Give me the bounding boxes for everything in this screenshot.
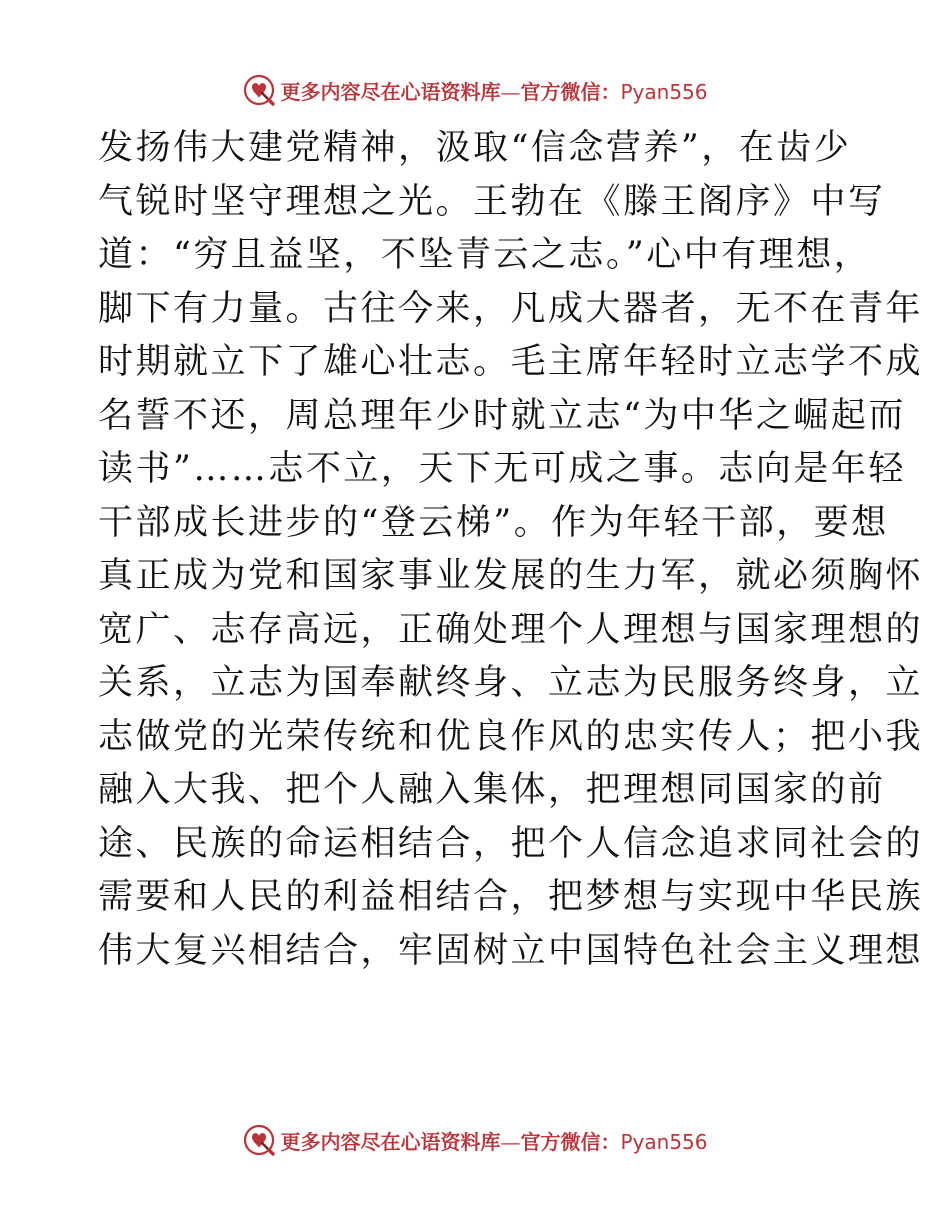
heart-pen-logo-icon — [242, 1123, 276, 1157]
body-line: 干部成长进步的“登云梯”。作为年轻干部，要想 — [98, 502, 889, 543]
footer-separator: — — [500, 1129, 521, 1154]
heart-pen-logo-icon — [242, 73, 276, 107]
body-line: 伟大复兴相结合，牢固树立中国特色社会主义理想 — [98, 930, 924, 971]
body-line: 发扬伟大建党精神，汲取“信念营养”，在齿少 — [98, 128, 852, 168]
body-line: 融入大我、把个人融入集体，把理想同国家的前 — [98, 770, 886, 810]
body-line: 气锐时坚守理想之光。王勃在《滕王阁序》中写 — [98, 181, 886, 222]
body-line: 真正成为党和国家事业发展的生力军，就必须胸怀 — [98, 556, 924, 596]
body-line: 读书”……志不立，天下无可成之事。志向是年轻 — [98, 449, 906, 489]
header-watermark — [0, 72, 950, 108]
footer-watermark — [0, 1122, 950, 1158]
footer-wechat-id: Pyan556 — [620, 1129, 708, 1154]
body-line: 脚下有力量。古往今来，凡成大器者，无不在青年 — [98, 288, 924, 329]
body-line: 志做党的光荣传统和优良作风的忠实传人；把小我 — [98, 716, 924, 757]
header-separator: — — [500, 79, 521, 104]
body-line: 名誓不还，周总理年少时就立志“为中华之崛起而 — [98, 395, 906, 436]
header-brand-text: 更多内容尽在心语资料库 — [280, 79, 501, 104]
header-brand — [280, 76, 707, 105]
footer-brand-text: 更多内容尽在心语资料库 — [280, 1129, 501, 1154]
body-line: 需要和人民的利益相结合，把梦想与实现中华民族 — [98, 877, 924, 917]
body-line: 宽广、志存高远，正确处理个人理想与国家理想的 — [98, 609, 924, 650]
body-line: 道：“穷且益坚，不坠青云之志。”心中有理想， — [98, 235, 872, 275]
header-wechat-id: Pyan556 — [620, 79, 708, 104]
body-line: 途、民族的命运相结合，把个人信念追求同社会的 — [98, 823, 924, 864]
body-line: 关系，立志为国奉献终身、立志为民服务终身，立 — [98, 663, 924, 703]
footer-brand — [280, 1126, 707, 1155]
footer-wechat-label: 官方微信： — [520, 1129, 621, 1154]
body-line: 时期就立下了雄心壮志。毛主席年轻时立志学不成 — [98, 342, 924, 382]
document-body — [98, 122, 924, 978]
header-wechat-label: 官方微信： — [520, 79, 621, 104]
